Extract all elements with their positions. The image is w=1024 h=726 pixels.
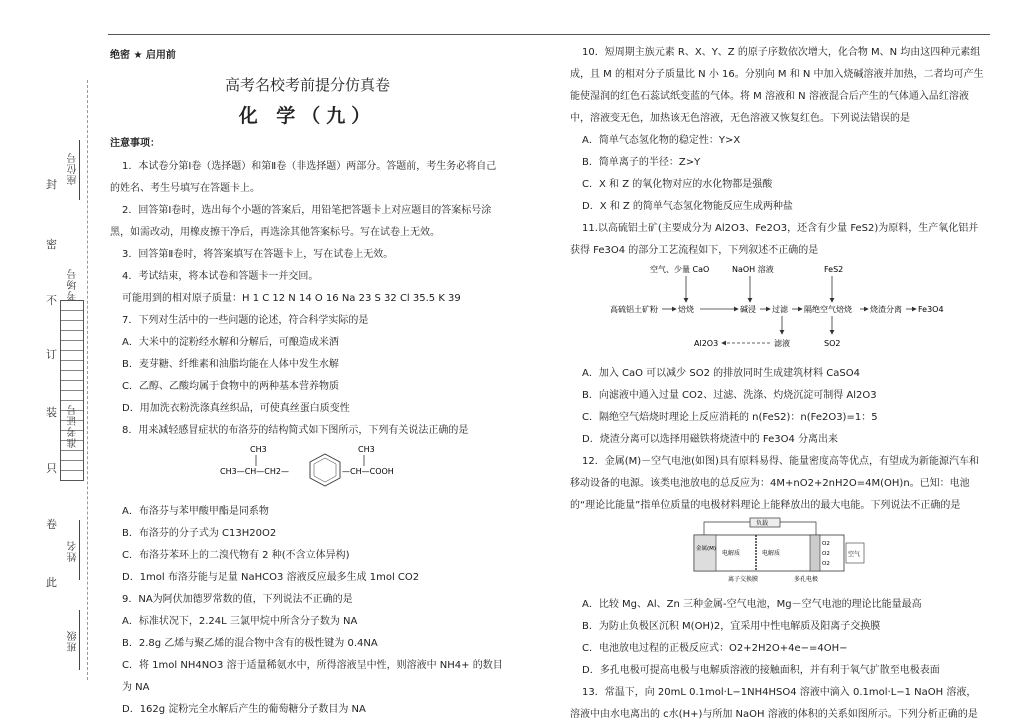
q11-option: D．烧渣分离可以选择用磁铁将烧渣中的 Fe3O4 分离出来 [582,434,839,445]
seal-char: 卷 [46,518,57,531]
right-column [570,42,985,726]
q9-option: B．2.8g 乙烯与聚乙烯的混合物中含有的极性键为 0.4NA [122,638,378,649]
exam-title: 高考名校考前提分仿真卷 [224,76,390,94]
flow-al2o3: Al2O3 [694,339,719,348]
name-label: 姓名 [68,540,79,562]
seal-char: 只 [46,462,57,475]
q8-option: B．布洛芬的分子式为 C13H20O2 [122,528,277,539]
q11-option: A．加入 CaO 可以减少 SO2 的排放同时生成建筑材料 CaSO4 [582,368,860,379]
question-8: 8．用来减轻感冒症状的布洛芬的结构简式如下图所示，下列有关说法正确的是 [122,425,469,436]
q8-option: D．1mol 布洛芬能与足量 NaHCO3 溶液反应最多生成 1mol CO2 [122,572,420,583]
battery-electrolyte-right: 电解质 [762,550,781,557]
subject-title: 化 学（九） [238,105,377,127]
q11-option: C．隔绝空气焙烧时理论上反应消耗的 n(FeS2)：n(Fe2O3)=1：5 [582,412,878,423]
exam-id-boxes[interactable] [60,300,84,481]
battery-air: 空气 [848,551,861,558]
ibupro-chain: CH3—CH—CH2— [220,467,289,476]
q12-option: A．比较 Mg、Al、Zn 三种金属-空气电池，Mg－空气电池的理论比能量最高 [582,599,922,610]
battery-o2-1: O2 [822,541,830,547]
q9-option: A．标准状况下，2.24L 三氯甲烷中所含分子数为 NA [122,616,358,627]
top-rule [108,34,990,35]
battery-diagram [690,517,870,585]
q12-option: D．多孔电极可提高电极与电解质溶液的接触面积，并有利于氧气扩散至电极表面 [582,665,940,676]
q9-option: C．将 1mol NH4NO3 溶于适量稀氨水中，所得溶液呈中性，则溶液中 NH4+ 的数目为 NA [122,660,503,693]
q8-option: C．布洛芬苯环上的二溴代物有 2 种(不含立体异构) [122,550,350,561]
seal-char: 此 [46,576,57,589]
q10-option: D．X 和 Z 的简单气态氢化物能反应生成两种盐 [582,201,793,212]
question-12: 12．金属(M)－空气电池(如图)具有原料易得、能量密度高等优点，有望成为新能源汽车和移动设备的电源。该类电池放电的总反应为：4M+nO2+2nH2O=4M(OH)n。已知：电池的“理论比能量”指单位质量的电极材料理论上能释放出的最大电能。下列说法不正确的是 [570,456,979,511]
q12-option: B．为防止负极区沉积 M(OH)2，宜采用中性电解质及阳离子交换膜 [582,621,881,632]
seal-char: 封 [46,178,57,191]
flow-filtrate: 滤液 [774,339,790,348]
note-item: 2．回答第Ⅰ卷时，选出每个小题的答案后，用铅笔把答题卡上对应题目的答案标号涂黑，如需改动，用橡皮擦干净后，再选涂其他答案标号。写在试卷上无效。 [110,205,492,238]
flow-separate: 烧渣分离 [870,305,902,314]
seal-char: 密 [46,238,57,251]
question-13: 13．常温下，向 20mL 0.1mol·L−1NH4HSO4 溶液中滴入 0.1mol·L−1 NaOH 溶液，溶液中由水电离出的 c水(H+)与所加 NaOH 溶液的体积的关系如图所示。下列分析正确的是 [570,687,978,720]
binding-strip [0,0,104,724]
q7-option: D．用加洗衣粉洗涤真丝织品，可使真丝蛋白质变性 [122,403,350,414]
q10-option: B．简单离子的半径：Z>Y [582,157,701,168]
ibupro-ch3-acid: CH3 [358,445,375,454]
flow-alkali: 碱浸 [740,305,756,314]
battery-electrolyte-left: 电解质 [722,550,741,557]
question-10: 10．短周期主族元素 R、X、Y、Z 的原子序数依次增大，化合物 M、N 均由这四种元素组成，且 M 的相对分子质量比 N 小 16。分别向 M 和 N 中加入烧碱溶液并加热，二者均可产生能使湿润的红色石蕊试纸变蓝的气体。将 M 溶液和 N 溶液混合后产生的气体通入品红溶液中，溶液变无色，加热该无色溶液，无色溶液又恢复红色。下列说法错误的是 [570,47,984,124]
seal-char: 订 [46,348,57,361]
notes-heading: 注意事项： [110,138,160,149]
flow-ore: 高硫铝土矿粉 [610,305,658,314]
battery-membrane: 离子交换膜 [728,576,759,583]
question-9: 9．NA为阿伏加德罗常数的值，下列说法不正确的是 [122,594,353,605]
note-item: 1．本试卷分第Ⅰ卷（选择题）和第Ⅱ卷（非选择题）两部分。答题前，考生务必将自己的姓名、考生号填写在答题卡上。 [110,161,497,194]
q10-option: C．X 和 Z 的氧化物对应的水化物都是强酸 [582,179,773,190]
flow-fes2: FeS2 [824,265,844,274]
seat-number-line[interactable] [79,140,80,200]
ibupro-acid: —CH—COOH [342,467,394,476]
battery-o2-3: O2 [822,561,830,567]
note-item: 3．回答第Ⅱ卷时，将答案填写在答题卡上，写在试卷上无效。 [122,249,394,260]
secret-label: 绝密 ★ 启用前 [110,50,176,61]
seat-number-label: 座位号 [68,152,79,185]
ibuprofen-structure [220,442,450,492]
q7-option: A．大米中的淀粉经水解和分解后，可酿造成米酒 [122,337,339,348]
q7-option: C．乙醇、乙酸均属于食物中的两种基本营养物质 [122,381,339,392]
class-line[interactable] [79,610,80,670]
q10-option: A．简单气态氢化物的稳定性：Y>X [582,135,741,146]
battery-o2-2: O2 [822,551,830,557]
flow-so2: SO2 [824,339,841,348]
q8-option: A．布洛芬与苯甲酸甲酯是同系物 [122,506,269,517]
q7-option: B．麦芽糖、纤维素和油脂均能在人体中发生水解 [122,359,339,370]
flow-roast: 焙烧 [678,305,694,314]
left-column [110,42,505,721]
name-line[interactable] [79,520,80,580]
seal-char: 装 [46,406,57,419]
q9-option: D．162g 淀粉完全水解后产生的葡萄糖分子数目为 NA [122,704,366,715]
note-item: 4．考试结束，将本试卷和答题卡一并交回。 [122,271,319,282]
q11-option: B．向滤液中通入过量 CO2、过滤、洗涤、灼烧沉淀可制得 Al2O3 [582,390,877,401]
ibupro-ch3-top: CH3 [250,445,267,454]
flow-filter: 过滤 [772,305,788,314]
flow-fe3o4: Fe3O4 [918,305,944,314]
question-11: 11.以高硫铝土矿(主要成分为 Al2O3、Fe2O3，还含有少量 FeS2)为原料，生产氧化铝并获得 Fe3O4 的部分工艺流程如下，下列叙述不正确的是 [570,223,979,256]
battery-metal: 金属(M) [696,546,717,552]
seal-line [87,80,88,680]
question-7: 7．下列对生活中的一些问题的论述，符合科学实际的是 [122,315,369,326]
battery-load: 负载 [756,520,769,527]
flow-air-cao: 空气、少量 CaO [650,265,710,274]
flow-roast-noair: 隔绝空气焙烧 [804,305,852,314]
class-label: 班级 [68,630,79,652]
flow-naoh: NaOH 溶液 [732,265,774,274]
exam-id-label: 准考证号 [68,404,79,448]
q12-option: C．电池放电过程的正极反应式：O2+2H2O+4e−=4OH− [582,643,848,654]
battery-porous: 多孔电极 [794,576,819,583]
seal-char: 不 [46,294,57,307]
exam-room-label: 考场号 [68,268,79,301]
process-flow-diagram [610,262,950,354]
atomic-masses: 可能用到的相对原子质量：H 1 C 12 N 14 O 16 Na 23 S 32 Cl 35.5 K 39 [122,293,461,304]
